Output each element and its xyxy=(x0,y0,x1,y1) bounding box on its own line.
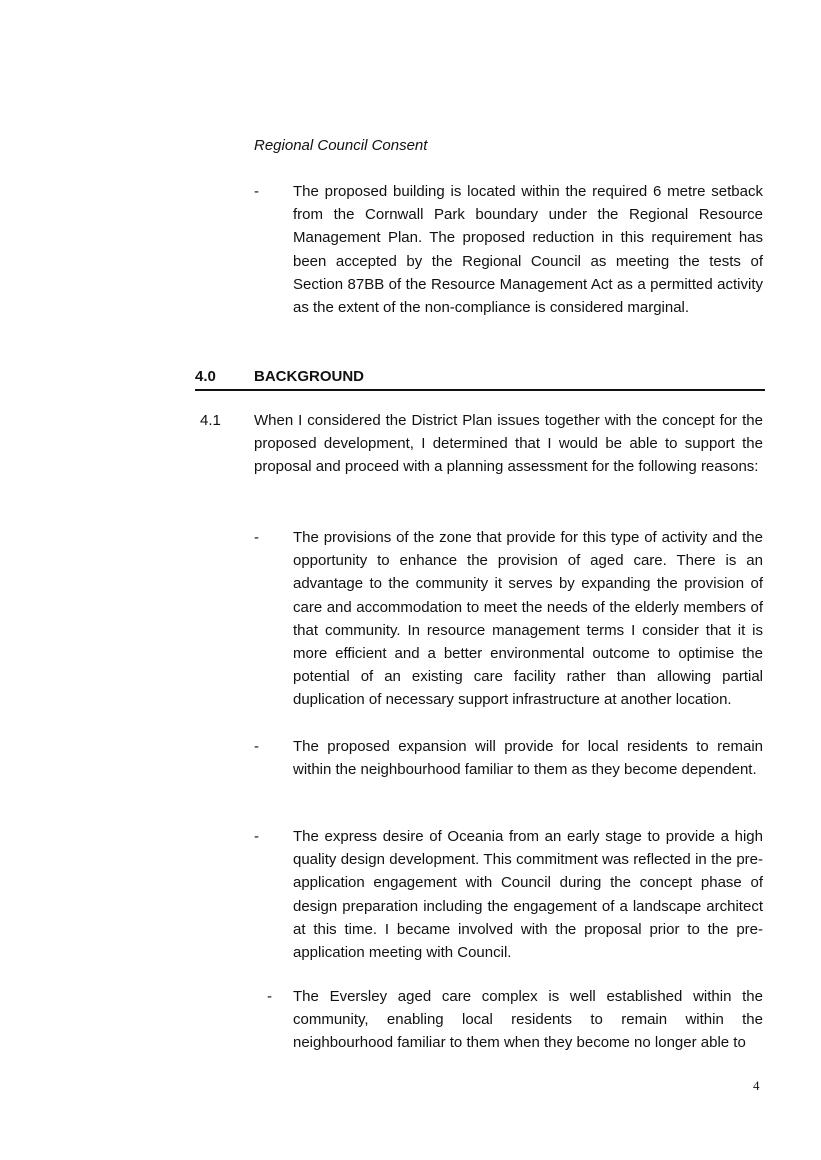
bullet-text: The Eversley aged care complex is well established within the community, enabling local residents to remain within the neighbourhood familiar to them when they become no longer able to xyxy=(293,988,763,1052)
bullet-text: The express desire of Oceania from an early stage to provide a high quality design development. This commitment was reflected in the pre-application engagement with Council during the concept phase of design preparation including the engagement of a landscape architect at this time. I became involved with the proposal prior to the pre-application meeting with Council. xyxy=(293,828,763,962)
bullet-dash: - xyxy=(254,738,259,755)
page-number: 4 xyxy=(753,1078,760,1093)
reason-bullet-2 xyxy=(254,735,764,781)
paragraph-text: When I considered the District Plan issues together with the concept for the proposed development, I determined that I would be able to support the proposal and proceed with a planning assessment for the following reasons: xyxy=(254,412,763,476)
reason-bullet-3 xyxy=(254,825,764,964)
section-heading xyxy=(195,367,765,391)
paragraph-number: 4.1 xyxy=(200,412,221,429)
regional-council-consent-heading: Regional Council Consent xyxy=(254,137,428,154)
reason-bullet-1 xyxy=(254,526,764,712)
bullet-dash: - xyxy=(254,828,259,845)
bullet-text: The proposed building is located within the required 6 metre setback from the Cornwall Park boundary under the Regional Resource Management Plan. The proposed reduction in this requirement has been accepted by the Regional Council as meeting the tests of Section 87BB of the Resource Management Act as a permitted activity as the extent of the non-compliance is considered marginal. xyxy=(293,183,763,317)
bullet-text: The provisions of the zone that provide for this type of activity and the opportunity to enhance the provision of aged care. There is an advantage to the community it serves by expanding the provision of care and accommodation to meet the needs of the elderly members of that community. In resource management terms I consider that it is more efficient and a better environmental outcome to optimise the potential of an existing care facility rather than allowing partial duplication of necessary support infrastructure at another location. xyxy=(293,529,763,709)
bullet-text: The proposed expansion will provide for local residents to remain within the neighbourhood familiar to them as they become dependent. xyxy=(293,738,763,779)
regional-consent-bullet xyxy=(254,180,764,319)
reason-bullet-4 xyxy=(254,985,764,1055)
paragraph-4-1 xyxy=(200,409,765,479)
bullet-dash: - xyxy=(267,988,272,1005)
bullet-dash: - xyxy=(254,529,259,546)
bullet-dash: - xyxy=(254,183,259,200)
section-number: 4.0 xyxy=(195,368,216,385)
section-title: BACKGROUND xyxy=(254,368,364,385)
